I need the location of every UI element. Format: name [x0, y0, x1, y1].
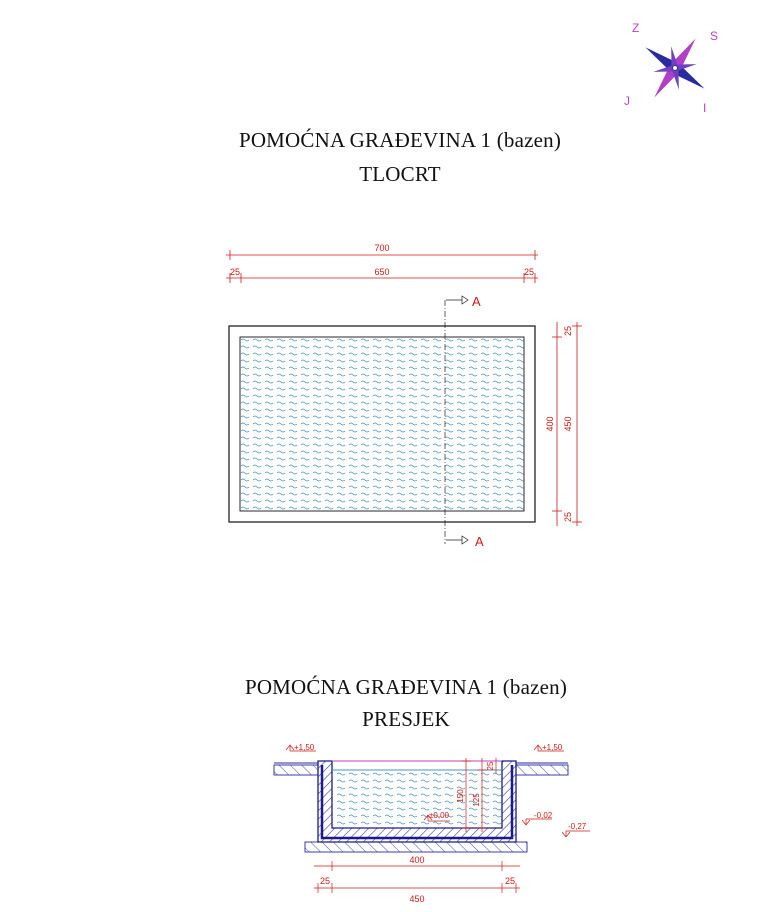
- dim-section-inner-width: 400: [409, 855, 425, 865]
- dim-inner-height: 400: [545, 416, 555, 432]
- compass-label-j: J: [624, 94, 630, 108]
- dim-depth-outer: 150: [456, 789, 465, 803]
- dim-section-right-wall: 25: [504, 876, 516, 886]
- dim-rim: 25: [486, 761, 495, 771]
- section-title: POMOĆNA GRAĐEVINA 1 (bazen): [244, 675, 568, 699]
- level-step: -0,02: [534, 811, 553, 820]
- level-pool-bottom: ±0,00: [429, 811, 449, 820]
- pool-water-surface: [240, 337, 524, 511]
- foundation-slab: [305, 842, 527, 852]
- plan-drawing: [226, 243, 582, 549]
- compass-label-i: I: [703, 101, 707, 115]
- section-drawing: [274, 743, 590, 904]
- dim-left-wall: 25: [229, 267, 241, 277]
- compass-label-s: S: [710, 29, 719, 43]
- section-subtitle: PRESJEK: [362, 707, 450, 731]
- compass-label-z: Z: [632, 21, 640, 35]
- dim-total-width: 700: [374, 243, 390, 253]
- dim-section-total-width: 450: [409, 894, 425, 904]
- dim-top-wall: 25: [563, 325, 573, 337]
- dim-total-height: 450: [563, 416, 573, 432]
- dim-inner-width: 650: [374, 267, 390, 277]
- level-left-top: +1,50: [294, 743, 315, 752]
- dim-right-wall: 25: [523, 267, 535, 277]
- dim-bottom-wall: 25: [563, 511, 573, 523]
- level-foundation: -0,27: [568, 822, 587, 831]
- section-marker-bottom: A: [475, 534, 484, 549]
- section-marker-top: A: [472, 294, 481, 309]
- plan-title: POMOĆNA GRAĐEVINA 1 (bazen): [238, 128, 562, 152]
- dim-depth-inner: 125: [472, 793, 481, 807]
- compass-rose: [624, 21, 718, 115]
- level-right-top: +1,50: [542, 743, 563, 752]
- dim-section-left-wall: 25: [319, 876, 331, 886]
- plan-subtitle: TLOCRT: [359, 162, 441, 186]
